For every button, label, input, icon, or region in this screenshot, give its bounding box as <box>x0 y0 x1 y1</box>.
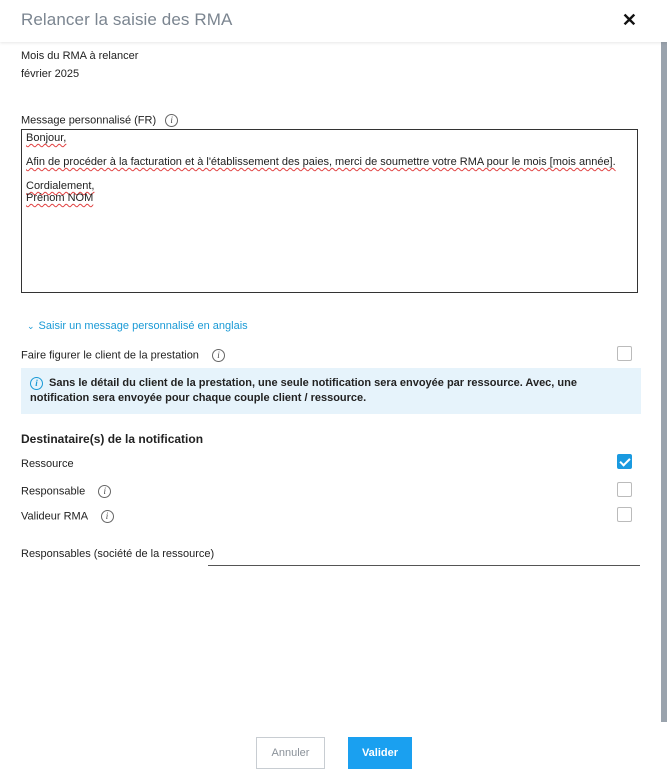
month-label: Mois du RMA à relancer <box>21 50 139 62</box>
recipient-validator-label <box>21 510 114 523</box>
dialog-header <box>0 0 667 42</box>
message-line <box>26 180 633 192</box>
english-message-toggle[interactable] <box>27 320 248 332</box>
notice-banner <box>21 368 641 414</box>
message-line-text: Bonjour, <box>26 132 67 144</box>
message-label <box>21 114 178 127</box>
info-icon[interactable]: i <box>212 349 225 362</box>
recipient-validator-checkbox[interactable] <box>617 507 632 522</box>
english-message-link-label: Saisir un message personnalisé en anglais <box>38 320 248 332</box>
message-line-text: Cordialement, <box>26 180 95 192</box>
recipient-manager-label <box>21 485 111 498</box>
month-value: février 2025 <box>21 68 80 80</box>
recipient-manager-checkbox[interactable] <box>617 482 632 497</box>
message-textarea[interactable] <box>21 129 638 293</box>
show-client-label-text: Faire figurer le client de la prestation <box>21 349 199 362</box>
message-line <box>26 156 633 168</box>
managers-field-label: Responsables (société de la ressource) <box>21 548 215 560</box>
submit-button[interactable]: Valider <box>348 737 412 769</box>
managers-input[interactable] <box>210 546 638 564</box>
message-line-text: Prénom NOM <box>26 192 94 204</box>
chevron-down-icon: ⌄ <box>27 321 35 331</box>
message-line-text: Afin de procéder à la facturation et à l'établissement des paies, merci de soumettre votre RMA pour le mois [mois année]. <box>26 156 616 168</box>
notice-text: Sans le détail du client de la prestation, une seule notification sera envoyée par ressource. Avec, une notification sera envoyée pour chaque couple client / ressource. <box>30 377 577 404</box>
message-label-text: Message personnalisé (FR) <box>21 114 157 127</box>
scrollbar[interactable] <box>661 42 667 722</box>
recipients-title: Destinataire(s) de la notification <box>21 432 204 446</box>
dialog-title: Relancer la saisie des RMA <box>21 10 233 29</box>
close-icon[interactable]: ✕ <box>621 10 637 30</box>
managers-input-underline <box>208 565 640 566</box>
message-line <box>26 192 633 204</box>
message-line <box>26 168 633 180</box>
info-icon[interactable]: i <box>101 510 114 523</box>
show-client-label <box>21 349 225 362</box>
info-icon: i <box>30 377 43 390</box>
recipient-manager-label-text: Responsable <box>21 485 86 498</box>
info-icon[interactable]: i <box>98 485 111 498</box>
message-line <box>26 144 633 156</box>
recipient-resource-label: Ressource <box>21 458 74 470</box>
message-line <box>26 132 633 144</box>
recipient-resource-checkbox[interactable] <box>617 454 632 469</box>
show-client-checkbox[interactable] <box>617 346 632 361</box>
info-icon[interactable]: i <box>165 114 178 127</box>
cancel-button[interactable]: Annuler <box>256 737 325 769</box>
recipient-validator-label-text: Valideur RMA <box>21 510 88 523</box>
